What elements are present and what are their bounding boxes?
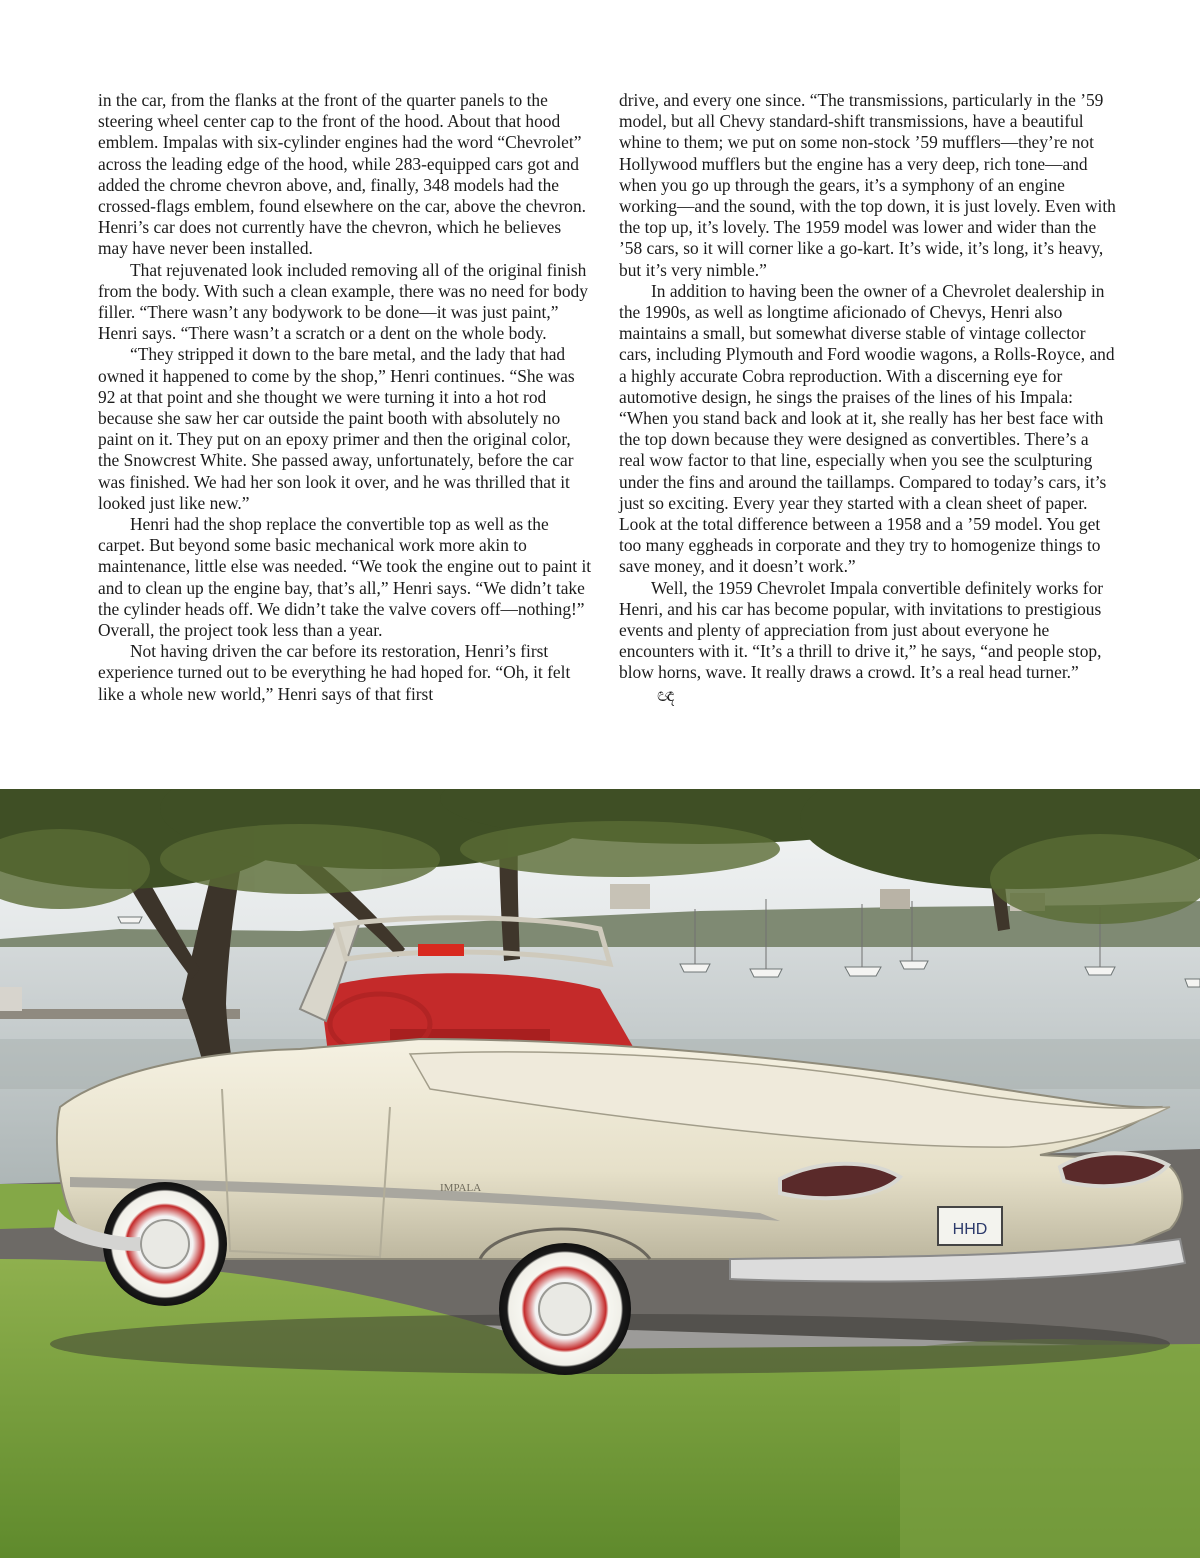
article-body [98, 90, 1118, 760]
paragraph: That rejuvenated look included removing all of the original finish from the body. With such a clean example, there was no need for body filler. “There wasn’t any bodywork to be done—it was just paint,” Henri says. “There wasn’t a scratch or a dent on the whole body. [98, 259, 588, 344]
car-photo-illustration [0, 789, 1200, 1558]
impala-badge: IMPALA [440, 1182, 482, 1194]
license-plate-text: HHD [952, 1221, 988, 1238]
paragraph: in the car, from the flanks at the front of the quarter panels to the steering wheel center cap to the front of the hood. About that hood emblem. Impalas with six-cylinder engines had the word “Chevrolet” across the leading edge of the hood, while 283-equipped cars got and added the chrome chevron above, and, finally, 348 models had the crossed-flags emblem, found elsewhere on the car, above the chevron. Henri’s car does not currently have the chevron, which he believes may have never been installed. [98, 90, 586, 259]
car-photo [0, 789, 1200, 1558]
paragraph-final [619, 578, 1116, 705]
article-column-right [619, 90, 1116, 705]
end-mark-icon: ඥ [657, 684, 675, 706]
paragraph: Not having driven the car before its restoration, Henri’s first experience turned out to be everything he had hoped for. “Oh, it felt like a whole new world,” Henri says of that first [98, 641, 571, 704]
paragraph: drive, and every one since. “The transmissions, particularly in the ’59 model, but all Chevy standard-shift transmissions, have a beautiful whine to them; we put on some non-stock ’59 mufflers—they’re not Hollywood mufflers but the engine has a very deep, rich tone—and when you go up through the gears, it’s a symphony of an engine working—and the sound, with the top down, it is just lovely. Even with the top up, it’s lovely. The 1959 model was lower and wider than the ’58 cars, so it will corner like a go-kart. It’s wide, it’s long, it’s heavy, but it’s very nimble.” [619, 90, 1116, 280]
paragraph: In addition to having been the owner of a Chevrolet dealership in the 1990s, as well as longtime aficionado of Chevys, Henri also maintains a small, but somewhat diverse stable of vintage collector cars, including Plymouth and Ford woodie wagons, a Rolls-Royce, and a highly accurate Cobra reproduction. With a discerning eye for automotive design, he sings the praises of the lines of his Impala: “When you stand back and look at it, she really has her best face with the top down because they were designed as convertibles. There’s a real wow factor to that line, especially when you see the sculpturing under the fins and around the taillamps. Compared to today’s cars, it’s just so exciting. Every year they started with a clean sheet of paper. Look at the total difference between a 1958 and a ’59 model. You get too many eggheads in corporate and they try to homogenize things to save money, and it doesn’t work.” [619, 280, 1115, 577]
paragraph: “They stripped it down to the bare metal, and the lady that had owned it happened to come by the shop,” Henri continues. “She was 92 at that point and she thought we were turning it into a hot rod because she saw her car outside the paint booth with absolutely no paint on it. They put on an epoxy primer and then the original color, the Snowcrest White. She passed away, unfortunately, before the car was finished. We had her son look it over, and he was thrilled that it looked just like new.” [98, 344, 575, 513]
paragraph: Henri had the shop replace the convertible top as well as the carpet. But beyond some basic mechanical work more akin to maintenance, little else was needed. “We took the engine out to paint it and to clean up the engine bay, that’s all,” Henri says. “We didn’t take the cylinder heads off. We didn’t take the valve covers off—nothing!” Overall, the project took less than a year. [98, 514, 592, 641]
paragraph-final-text: Well, the 1959 Chevrolet Impala convertible definitely works for Henri, and his car has become popular, with invitations to prestigious events and plenty of appreciation from just about everyone he encounters with it. “It’s a thrill to drive it,” he says, “and people stop, blow horns, wave. It really draws a crowd. It’s a real head turner.” [619, 577, 1104, 683]
article-column-left [98, 90, 595, 705]
